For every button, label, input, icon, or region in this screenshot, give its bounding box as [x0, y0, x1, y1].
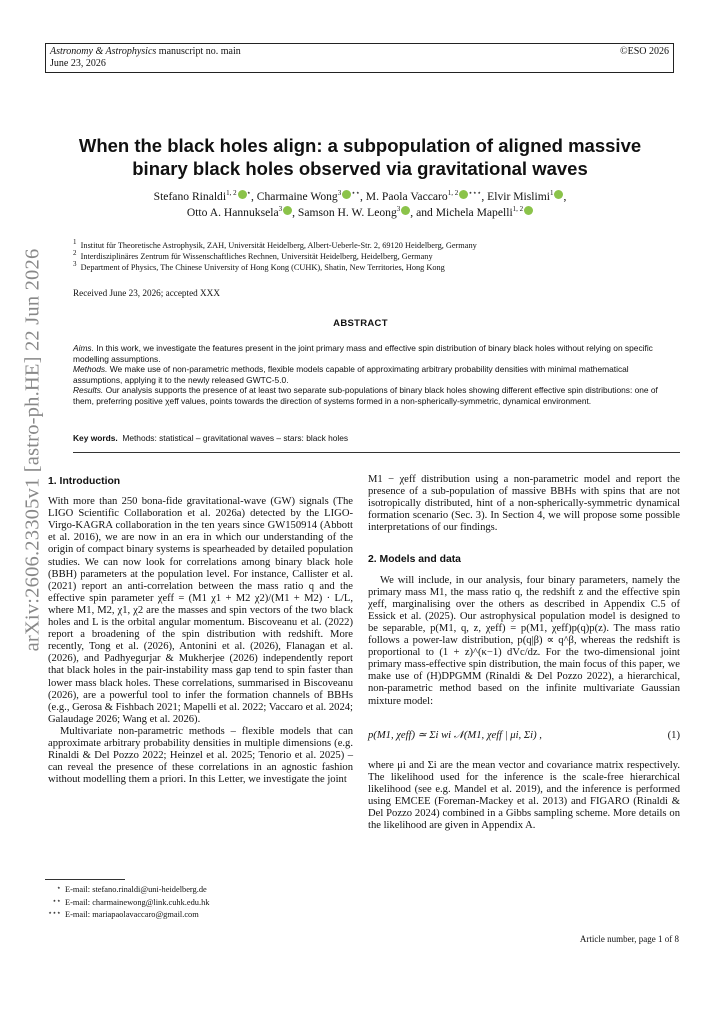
author-name: Otto A. Hannuksela [186, 206, 279, 219]
author-name: Samson H. W. Leong [297, 206, 397, 219]
equation-number: (1) [667, 729, 680, 741]
journal-header-box [45, 43, 674, 73]
paragraph: where μi and Σi are the mean vector and covariance matrix respectively. The likelihood used for the inference is the scale-free hierarchical likelihood (see e.g. Mandel et al. 2019), and the inference is performed using EMCEE (Foreman-Mackey et al. 2013) and FIGARO (Rinaldi & Del Pozzo 2024) combined in a Gibbs sampling scheme. More details on the likelihood are given in Appendix A. [368, 759, 680, 832]
orcid-icon[interactable] [459, 190, 468, 199]
paragraph: Multivariate non-parametric methods – flexible models that can approximate arbitrary probability densities in multiple dimensions (e.g. Rinaldi & Del Pozzo 2022; Heinzel et al. 2025; Tenorio et al. 2025) – can reveal the presence of these correlations in an agnostic fashion without modelling them a priori. In this Letter, we investigate the joint [48, 725, 353, 786]
header-date: June 23, 2026 [50, 58, 106, 69]
section-heading: 2. Models and data [368, 554, 461, 566]
equation: p(M1, χeff) ≃ Σi wi 𝒩(M1, χeff | μi, Σi) , (1) [368, 729, 680, 741]
journal-name: Astronomy & Astrophysics manuscript no. main [50, 46, 241, 57]
affiliation: $^1$ Institut für Theoretische Astrophysik, ZAH, Universität Heidelberg, Albert-Ueberle-Str. 2, 69120 Heidelberg, Germany [73, 238, 477, 250]
paragraph: M1 − χeff distribution using a non-parametric model and report the presence of a sub-population of massive BBHs with spins that are not isotropically distributed, hint of a non-spherically-symmetric dynamical formation scenario (Sec. 3). In Section 4, we will propose some possible interpretations of our findings. [368, 474, 680, 534]
paper-title: When the black holes align: a subpopulation of aligned massive binary black holes observed via gravitational waves [78, 135, 642, 179]
affiliations [73, 240, 683, 273]
orcid-icon[interactable] [238, 190, 247, 199]
author-name: M. Paola Vaccaro [365, 190, 448, 203]
right-column [368, 474, 680, 832]
footnotes [45, 879, 345, 921]
author-name: Elvir Mislimi [487, 190, 550, 203]
orcid-icon[interactable] [554, 190, 563, 199]
author-name: Michela Mapelli [435, 206, 513, 219]
divider [73, 452, 680, 453]
page-number: Article number, page 1 of 8 [579, 934, 679, 944]
abstract [73, 343, 680, 407]
copyright: ©ESO 2026 [620, 46, 669, 57]
affiliation: $^3$ Department of Physics, The Chinese University of Hong Kong (CUHK), Shatin, New Territories, Hong Kong [73, 260, 445, 272]
abstract-methods: Methods. We make use of non-parametric methods, flexible models capable of approximating arbitrary probability densities with minimal mathematical assumptions, applying it to the newly released GWTC-5.0. [73, 364, 629, 385]
footnote: ⋆⋆ E-mail: charmainewong@link.cuhk.edu.hk [52, 896, 210, 907]
orcid-icon[interactable] [524, 206, 533, 215]
orcid-icon[interactable] [401, 206, 410, 215]
author-name: Stefano Rinaldi [153, 190, 227, 203]
paragraph: We will include, in our analysis, four binary parameters, namely the primary mass M1, the mass ratio q, the redshift z and the effective spin χeff, marginalising over the others as described in Appendix C.5 of Essick et al. (2025). Our astrophysical population model is designed to be separable, p(M1, q, z, χeff) = p(M1, χeff)p(q)p(z). The mass ratio follows a power-law distribution, p(q|β) ∝ q^β, whereas the redshift is proportional to (1 + z)^(κ−1) dVc/dz. For the two-dimensional joint primary mass-effective spin distribution, the main focus of this paper, we make use of (H)DPGMM (Rinaldi & Del Pozzo 2022), a hierarchical, non-parametric method based on the infinite multivariate Gaussian mixture model: [368, 574, 680, 707]
paragraph: With more than 250 bona-fide gravitational-wave (GW) signals (The LIGO Scientific Collaboration et al. 2026a) detected by the LIGO-Virgo-KAGRA collaboration in the ten years since GW150914 (Abbott et al. 2016), we are now in an era in which our understanding of the origin of compact binary systems is spearheaded by detailed population studies. We can now look for correlations among binary black hole (BBH) parameters at the population level. For instance, Callister et al. (2021) report an anti-correlation between the mass ratio q and the effective spin parameter χeff = (M1 χ1 + M2 χ2)/(M1 + M2) · L/L, where M1, M2, χ1, χ2 are the masses and spin vectors of the two black holes and L is the orbital angular momentum. Biscoveanu et al. (2022) report a broadening of the spin distribution with redshift. More recently, Tong et al. (2026), Antonini et al. (2026), Flanagan et al. (2026), and Padhyegurjar & Mukherjee (2026) independently report that black holes in the pair-instability mass gap tend to spin faster than lower mass black holes. These correlations, summarised in Biscoveanu (2026), are a powerful tool to infer the formation channels of BBHs (e.g., Gerosa & Fishbach 2021; Mapelli et al. 2022; Vaccaro et al. 2024; Galaudage 2026; Wang et al. 2026). [48, 496, 353, 725]
received-date: Received June 23, 2026; accepted XXX [73, 288, 220, 298]
section-heading: 1. Introduction [48, 476, 121, 487]
abstract-aims: Aims. In this work, we investigate the features present in the joint primary mass and effective spin distribution of binary black holes without relying on specific modelling assumptions. [73, 343, 653, 364]
keywords: Key words. Methods: statistical – gravitational waves – stars: black holes [73, 433, 349, 443]
footnote: ⋆⋆⋆ E-mail: mariapaolavaccaro@gmail.com [47, 909, 199, 920]
left-column [48, 474, 353, 786]
abstract-heading: ABSTRACT [333, 318, 388, 329]
author-list: Stefano Rinaldi$^{1, 2}$ ⋆, Charmaine Wong$^3$ ⋆⋆, M. Paola Vaccaro$^{1, 2}$ ⋆⋆⋆, Elvir Mislimi$^1$ , Otto A. Hannuksela$^3$ , Samson H. W. Leong$^3$ , and Michela Mapelli$^{1, 2}$ [153, 189, 567, 219]
footnote: ⋆ E-mail: stefano.rinaldi@uni-heidelberg.de [56, 884, 207, 894]
affiliation: $^2$ Interdisziplinäres Zentrum für Wissenschaftliches Rechnen, Universität Heidelberg, Heidelberg, Germany [73, 249, 433, 261]
footnote-divider [45, 879, 125, 880]
arxiv-stamp: arXiv:2606.23305v1 [astro-ph.HE] 22 Jun 2026 [21, 248, 44, 652]
author-name: Charmaine Wong [256, 190, 338, 203]
orcid-icon[interactable] [342, 190, 351, 199]
abstract-results: Results. Our analysis supports the presence of at least two separate sub-populations of binary black holes showing different effective spin distributions: one of them, preferring positive χeff values, points towards the direction of systems formed in a non-spherically-symmetric, dynamical environment. [73, 385, 658, 406]
orcid-icon[interactable] [283, 206, 292, 215]
